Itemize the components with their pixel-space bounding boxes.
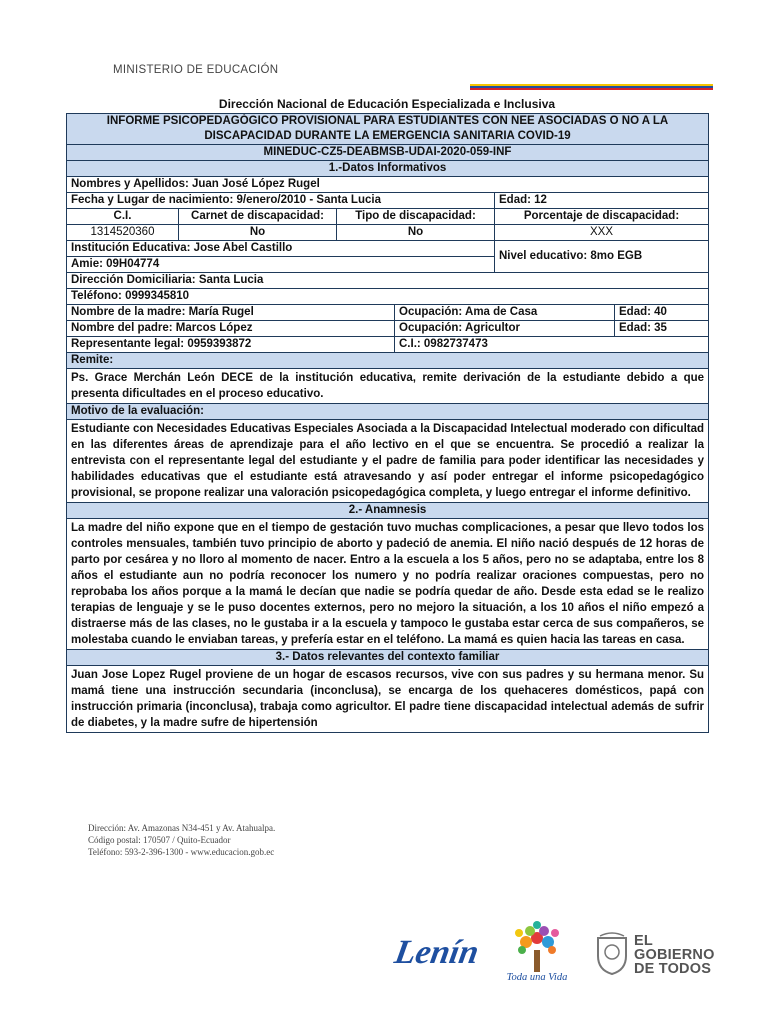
section2-title: 2.- Anamnesis <box>67 503 709 519</box>
student-names: Nombres y Apellidos: Juan José López Rugel <box>67 177 709 193</box>
father-age: Edad: 35 <box>615 321 709 337</box>
col-type: Tipo de discapacidad: <box>337 209 495 225</box>
home-address: Dirección Domiciliaria: Santa Lucia <box>67 273 709 289</box>
col-ci: C.I. <box>67 209 179 225</box>
phone: Teléfono: 0999345810 <box>67 289 709 305</box>
report-table <box>66 113 709 733</box>
birth-info: Fecha y Lugar de nacimiento: 9/enero/2010 - Santa Lucia <box>67 193 495 209</box>
col-card: Carnet de discapacidad: <box>179 209 337 225</box>
value-card: No <box>179 225 337 241</box>
footer-address: Dirección: Av. Amazonas N34-451 y Av. Atahualpa. <box>88 823 276 833</box>
remite-text: Ps. Grace Merchán León DECE de la institución educativa, remite derivación de la estudiante debido a que presenta dificultades en el proceso educativo. <box>67 369 709 404</box>
amie-code: Amie: 09H04774 <box>67 257 495 273</box>
legal-representative: Representante legal: 0959393872 <box>67 337 395 353</box>
gob-line-2: GOBIERNO <box>634 947 715 963</box>
gob-line-3: DE TODOS <box>634 961 712 977</box>
motivo-text: Estudiante con Necesidades Educativas Especiales Asociada a la Discapacidad Intelectual moderado con dificultad en las diferentes áreas de aprendizaje para el año lectivo en el que se encuentra. Se procedió a realizar la entrevista con el representante legal del estudiante y el padre de familia para poder identificar las necesidades y habilidades educativas que el estudiante está atravesando y así poder entregar el informe psicopedagógico provisional, se propone realizar una valoración psicopedagógica completa, y luego entregar el informe definitivo. <box>67 420 709 503</box>
mother-occupation: Ocupación: Ama de Casa <box>395 305 615 321</box>
ministry-name: MINISTERIO DE EDUCACIÓN <box>113 64 279 76</box>
mother-name: Nombre de la madre: María Rugel <box>67 305 395 321</box>
gobierno-de-todos-logo <box>634 934 715 976</box>
motivo-label: Motivo de la evaluación: <box>67 404 709 420</box>
father-name: Nombre del padre: Marcos López <box>67 321 395 337</box>
section1-title: 1.-Datos Informativos <box>67 161 709 177</box>
representative-ci: C.I.: 0982737473 <box>395 337 709 353</box>
flag-stripe <box>470 84 713 90</box>
gob-line-1: EL <box>634 933 653 949</box>
institution: Institución Educativa: Jose Abel Castillo <box>67 241 495 257</box>
section3-title: 3.- Datos relevantes del contexto familiar <box>67 650 709 666</box>
value-percentage: XXX <box>495 225 709 241</box>
footer-postal: Código postal: 170507 / Quito-Ecuador <box>88 835 231 845</box>
education-level: Nivel educativo: 8mo EGB <box>495 241 709 273</box>
toda-una-vida-text: Toda una Vida <box>506 972 568 983</box>
report-title: INFORME PSICOPEDAGÓGICO PROVISIONAL PARA ESTUDIANTES CON NEE ASOCIADAS O NO A LA DISCAPACIDAD DURANTE LA EMERGENCIA SANITARIA COVID-19 <box>67 114 709 145</box>
father-occupation: Ocupación: Agricultor <box>395 321 615 337</box>
family-context-text: Juan Jose Lopez Rugel proviene de un hogar de escasos recursos, vive con sus padres y su hermana menor. Su mamá tiene una instrucción secundaria (inconclusa), se encarga de los quehaceres domésticos, papá con instrucción primaria (inconclusa), trabaja como agricultor. El padre tiene discapacidad intelectual además de sufrir de diabetes, y la madre sufre de hipertensión <box>67 666 709 733</box>
remite-label: Remite: <box>67 353 709 369</box>
footer-phone: Teléfono: 593-2-396-1300 - www.educacion.gob.ec <box>88 847 275 857</box>
document-heading: Dirección Nacional de Educación Especializada e Inclusiva <box>218 97 556 111</box>
coat-of-arms-icon <box>594 932 630 976</box>
mother-age: Edad: 40 <box>615 305 709 321</box>
value-type: No <box>337 225 495 241</box>
student-age: Edad: 12 <box>495 193 709 209</box>
lenin-logo: Lenín <box>391 934 482 971</box>
value-ci: 1314520360 <box>67 225 179 241</box>
footer-contact <box>88 822 275 858</box>
anamnesis-text: La madre del niño expone que en el tiempo de gestación tuvo muchas complicaciones, a pesar que llevo todos los controles mensuales, también tuvo principio de aborto y padeció de anemia. El niño nació después de 12 horas de parto por cesárea y no lloro al momento de nacer. Entro a la escuela a los 5 años, pero no se adaptaba, entre los 8 años el estudiante aun no podría reconocer los numero y no podría realizar oraciones compuestas, pero no reprobaba los años porque a la mamá le decían que nadie se podría quedar de año. Desde esta edad se le realizo terapias de lenguaje y se le puso docentes externos, pero no mejoro la situación, a los 10 años el niño empezó a distraerse más de las clases, no le gustaba ir a la escuela y tampoco le gustaba estar cerca de sus compañeros, se molestaba cuando le enviaban tareas, y prefería estar en el teléfono. La mamá es quien hacia las tareas en casa. <box>67 519 709 650</box>
report-code: MINEDUC-CZ5-DEABMSB-UDAI-2020-059-INF <box>67 145 709 161</box>
col-percentage: Porcentaje de discapacidad: <box>495 209 709 225</box>
